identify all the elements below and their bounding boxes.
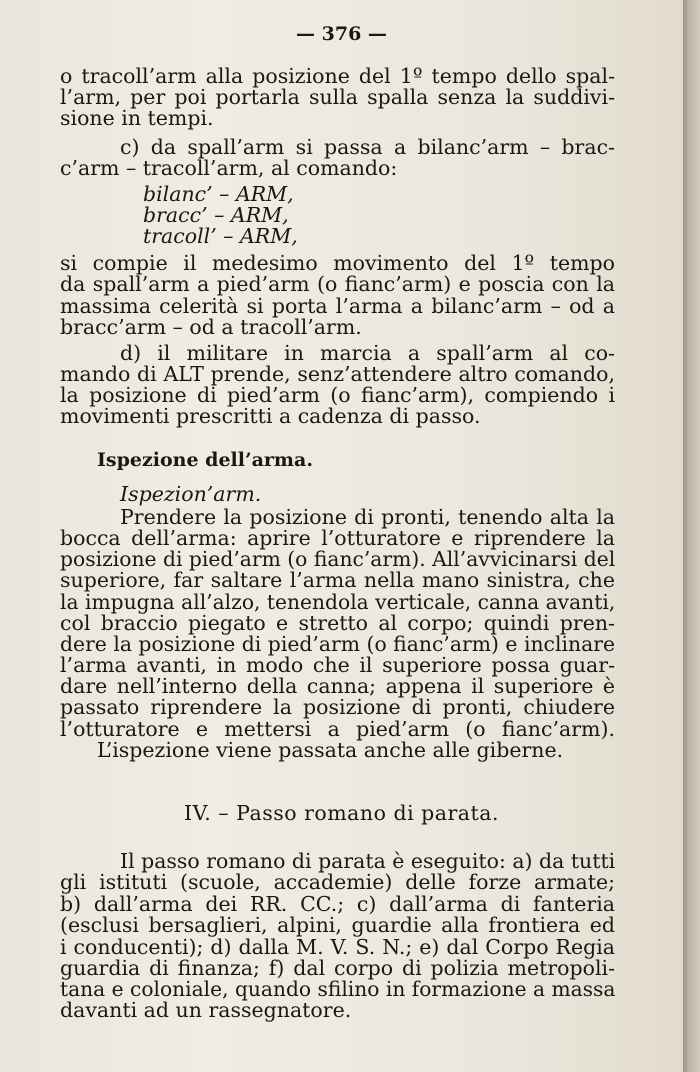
command-line: bilanc’ – ARM, bbox=[143, 182, 294, 206]
text-line: davanti ad un rassegnatore. bbox=[60, 998, 352, 1022]
text-line: posizione di pied’arm (o fianc’arm). All’avvicinarsi del bbox=[60, 547, 616, 571]
text-line: Il passo romano di parata è eseguito: a) da tutti bbox=[120, 849, 616, 873]
text-line: la posizione di pied’arm (o fianc’arm), compiendo i bbox=[60, 383, 615, 407]
command-line: bracc’ – ARM, bbox=[143, 203, 289, 227]
text-line: gli istituti (scuole, accademie) delle forze armate; bbox=[60, 870, 615, 894]
text-line: c’arm – tracoll’arm, al comando: bbox=[60, 156, 398, 180]
text-line: l’arma avanti, in modo che il superiore possa guar- bbox=[60, 653, 615, 677]
text-line: c) da spall’arm si passa a bilanc’arm – brac- bbox=[120, 135, 615, 159]
text-line: o tracoll’arm alla posizione del 1º tempo dello spal- bbox=[60, 64, 615, 88]
text-line: passato riprendere la posizione di pronti, chiudere bbox=[60, 695, 615, 719]
page-edge-shadow bbox=[683, 0, 700, 1072]
text-line: dare nell’interno della canna; appena il superiore è bbox=[60, 674, 615, 698]
text-line: movimenti prescritti a cadenza di passo. bbox=[60, 404, 481, 428]
text-line: massima celerità si porta l’arma a bilanc’arm – od a bbox=[60, 294, 615, 318]
text-line: Prendere la posizione di pronti, tenendo alta la bbox=[120, 505, 615, 529]
text-line: mando di ALT prende, senz’attendere altro comando, bbox=[60, 362, 615, 386]
page-number: — 376 — bbox=[296, 23, 387, 45]
text-line: b) dall’arma dei RR. CC.; c) dall’arma di fanteria bbox=[60, 892, 615, 916]
text-line: l’otturatore e mettersi a pied’arm (o fianc’arm). bbox=[60, 717, 615, 741]
text-line: la impugna all’alzo, tenendola verticale, canna avanti, bbox=[60, 590, 616, 614]
text-line: (esclusi bersaglieri, alpini, guardie alla frontiera ed bbox=[60, 913, 615, 937]
command-line: Ispezion’arm. bbox=[120, 482, 262, 506]
text-line: sione in tempi. bbox=[60, 106, 214, 130]
text-line: tana e coloniale, quando sfilino in formazione a massa bbox=[60, 977, 616, 1001]
section-title: IV. – Passo romano di parata. bbox=[183, 801, 499, 825]
text-line: col braccio piegato e stretto al corpo; quindi pren- bbox=[60, 611, 615, 635]
command-line: tracoll’ – ARM, bbox=[143, 224, 298, 248]
text-line: i conducenti); d) dalla M. V. S. N.; e) dal Corpo Regia bbox=[60, 935, 615, 959]
text-line: dere la posizione di pied’arm (o fianc’arm) e inclinare bbox=[60, 632, 615, 656]
text-line: superiore, far saltare l’arma nella mano sinistra, che bbox=[60, 568, 615, 592]
text-line: si compie il medesimo movimento del 1º tempo bbox=[60, 251, 615, 275]
section-heading: Ispezione dell’arma. bbox=[97, 449, 313, 471]
text-line: L’ispezione viene passata anche alle giberne. bbox=[97, 738, 564, 762]
text-line: bracc’arm – od a tracoll’arm. bbox=[60, 315, 362, 339]
text-line: d) il militare in marcia a spall’arm al co- bbox=[120, 341, 615, 365]
text-line: l’arm, per poi portarla sulla spalla senza la suddivi- bbox=[60, 85, 615, 109]
text-line: guardia di finanza; f) dal corpo di polizia metropoli- bbox=[60, 956, 615, 980]
text-line: bocca dell’arma: aprire l’otturatore e riprendere la bbox=[60, 526, 615, 550]
text-line: da spall’arm a pied’arm (o fianc’arm) e poscia con la bbox=[60, 272, 615, 296]
